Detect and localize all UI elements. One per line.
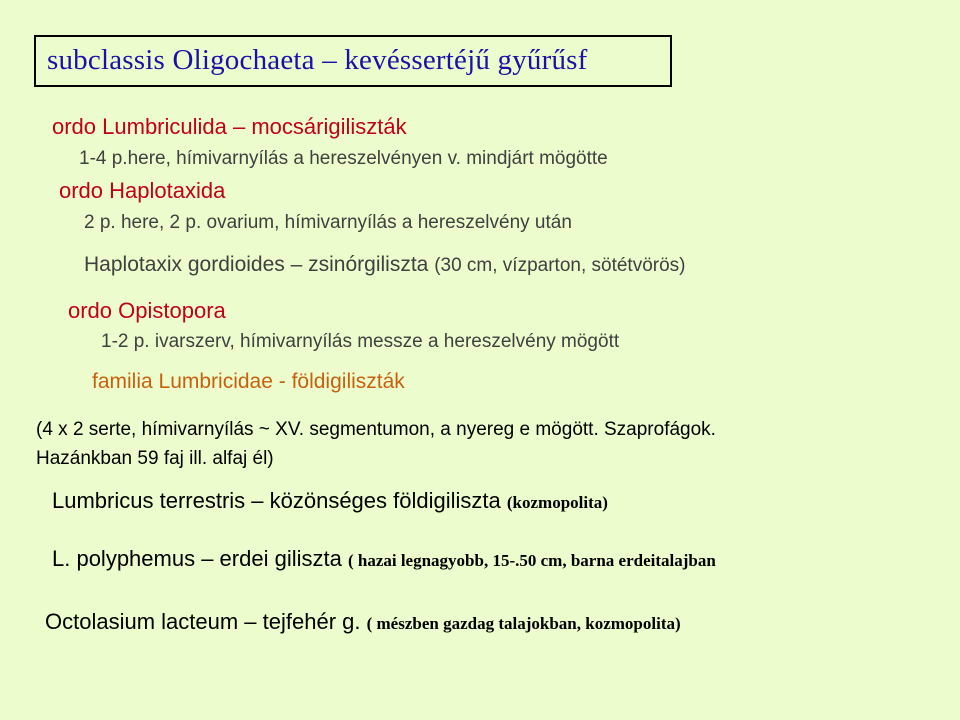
octolasium-lacteum xyxy=(45,611,681,633)
l-polyphemus-name: L. polyphemus – erdei giliszta xyxy=(52,546,342,571)
lumbricus-terrestris xyxy=(52,490,608,512)
haplotaxis-name: Haplotaxix gordioides – zsinórgiliszta xyxy=(84,253,429,276)
lumbricus-terrestris-note: (kozmopolita) xyxy=(506,493,608,512)
lumbricidae-description-2: Hazánkban 59 faj ill. alfaj él) xyxy=(36,448,274,469)
title-box xyxy=(34,35,672,87)
order-haplotaxida: ordo Haplotaxida xyxy=(59,178,226,203)
slide-title: subclassis Oligochaeta – kevéssertéjű gyűrűsf xyxy=(47,44,588,76)
lumbriculida-description: 1-4 p.here, hímivarnyílás a hereszelvényen v. mindjárt mögötte xyxy=(79,148,608,169)
opistopora-description: 1-2 p. ivarszerv, hímivarnyílás messze a hereszelvény mögött xyxy=(101,331,620,352)
octolasium-lacteum-name: Octolasium lacteum – tejfehér g. xyxy=(45,609,361,634)
order-lumbriculida: ordo Lumbriculida – mocsárigiliszták xyxy=(52,114,407,139)
lumbricidae-description-1: (4 x 2 serte, hímivarnyílás ~ XV. segmentumon, a nyereg e mögött. Szaprofágok. xyxy=(36,419,716,440)
l-polyphemus xyxy=(52,548,716,570)
haplotaxis-species xyxy=(84,254,686,275)
family-lumbricidae: familia Lumbricidae - földigiliszták xyxy=(92,370,405,393)
octolasium-lacteum-note: ( mészben gazdag talajokban, kozmopolita) xyxy=(366,614,681,633)
lumbricus-terrestris-name: Lumbricus terrestris – közönséges földigiliszta xyxy=(52,488,501,513)
order-opistopora: ordo Opistopora xyxy=(68,298,226,323)
haplotaxis-note: (30 cm, vízparton, sötétvörös) xyxy=(434,255,686,276)
haplotaxida-description: 2 p. here, 2 p. ovarium, hímivarnyílás a hereszelvény után xyxy=(84,212,572,233)
l-polyphemus-note: ( hazai legnagyobb, 15-.50 cm, barna erdeitalajban xyxy=(347,551,716,570)
